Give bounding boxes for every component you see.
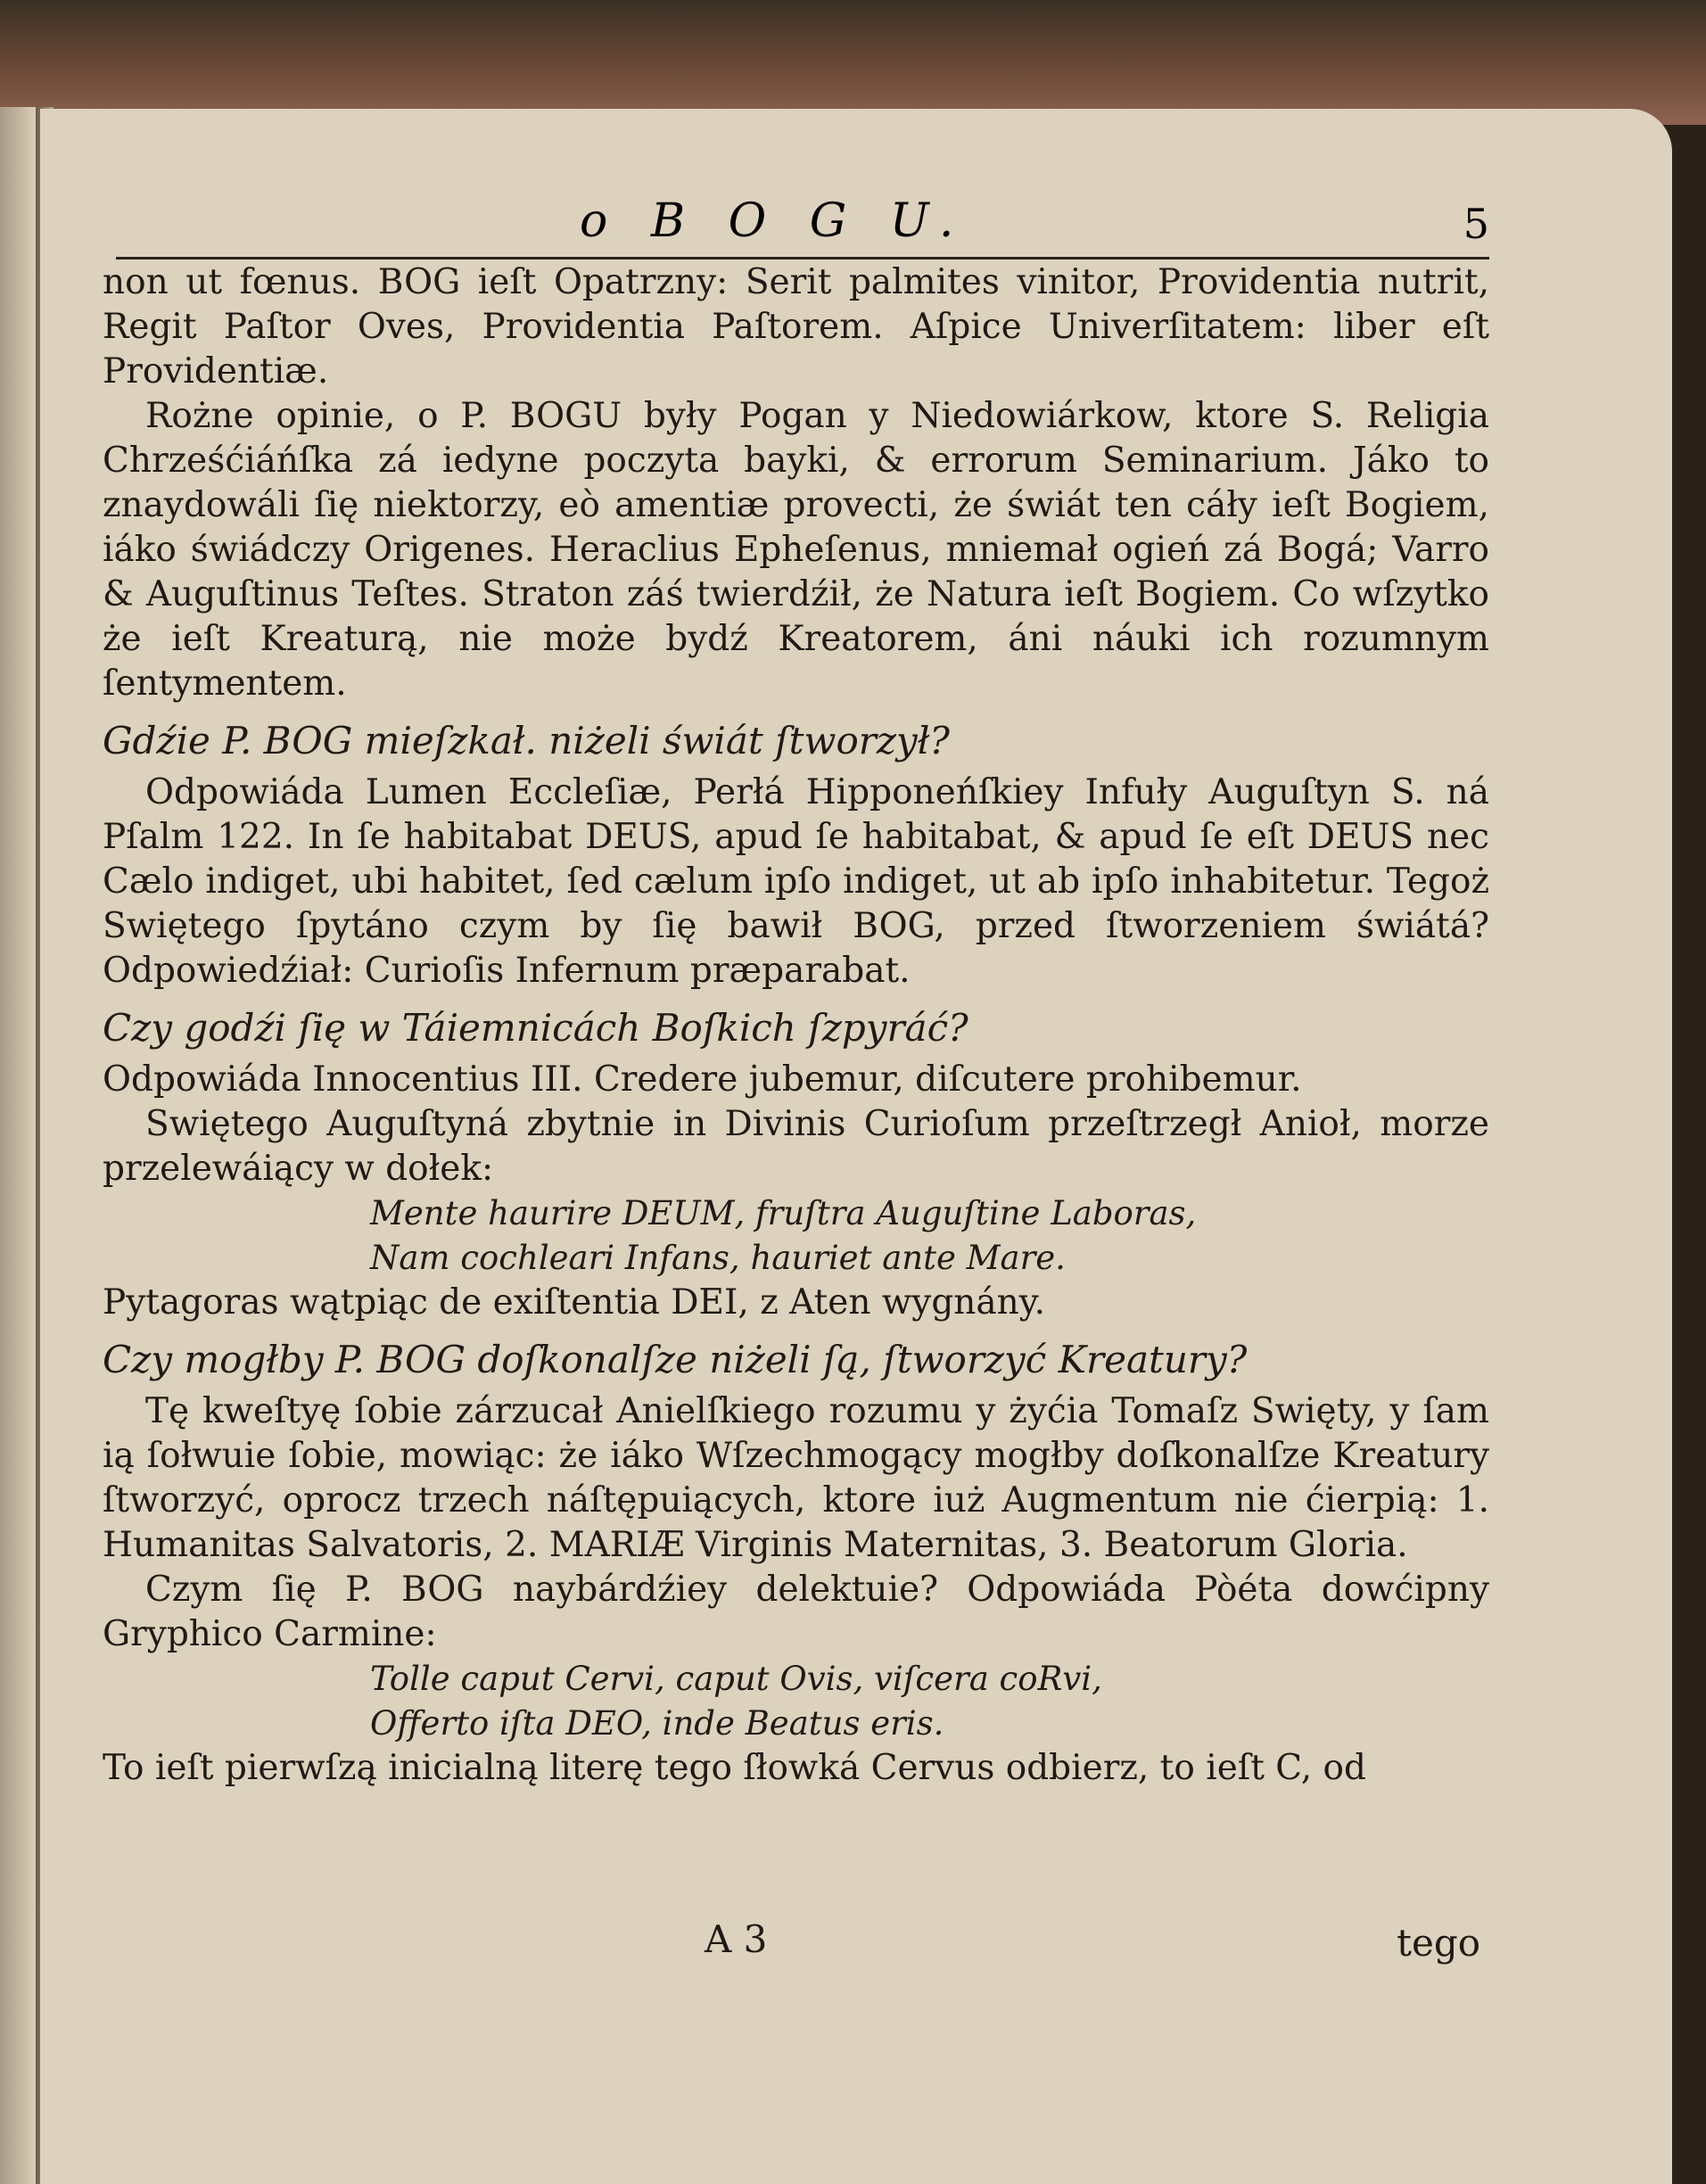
paragraph: Odpowiáda Innocentius III. Credere jubemur, diſcutere prohibemur. bbox=[103, 1059, 1302, 1100]
verse-line: Offerto iſta DEO, inde Beatus eris. bbox=[370, 1704, 944, 1743]
page-footer bbox=[98, 1917, 1489, 1971]
paragraph: Pytagoras wątpiąc de exiſtentia DEI, z Aten wygnány. bbox=[103, 1282, 1046, 1323]
left-page-margin bbox=[0, 107, 36, 2184]
section-heading: Czy godźi ſię w Táiemnicách Boſkich ſzpyráć? bbox=[103, 1006, 968, 1050]
section-heading: Czy mogłby P. BOG doſkonalſze niżeli ſą, ſtworzyć Kreatury? bbox=[103, 1338, 1248, 1381]
paragraph: Odpowiáda Lumen Eccleſiæ, Perłá Hipponeńſkiey Infuły Auguſtyn S. ná Pſalm 122. In ſe habitabat DEUS, apud ſe habitabat, & apud ſe eſt DEUS nec Cælo indiget, ubi habitet, ſed cælum ipſo indiget, ut ab ipſo inhabitetur. Tegoż Swiętego ſpytáno czym by ſię bawił BOG, przed ſtworzeniem świátá? Odpowiedźiał: Curioſis Infernum præparabat. bbox=[103, 772, 1489, 991]
paragraph: Tę kweſtyę ſobie zárzucał Anielſkiego rozumu y żyćia Tomaſz Swięty, y ſam ią ſołwuie ſobie, mowiąc: że iáko Wſzechmogący mogłby doſkonalſze Kreatury ſtworzyć, oprocz trzech náſtępuiących, ktore iuż Augmentum nie ćierpią: 1. Humanitas Salvatoris, 2. MARIÆ Virginis Maternitas, 3. Beatorum Gloria. bbox=[103, 1391, 1489, 1565]
paragraph: non ut fœnus. BOG ieſt Opatrzny: Serit palmites vinitor, Providentia nutrit, Regit Paſtor Oves, Providentia Paſtorem. Aſpice Univerſitatem: liber eſt Providentiæ. bbox=[103, 262, 1489, 391]
catchword: tego bbox=[1397, 1921, 1480, 1965]
signature-mark: A 3 bbox=[705, 1917, 768, 1961]
verse-line: Nam cochleari Infans, hauriet ante Mare. bbox=[370, 1239, 1066, 1277]
paragraph: Swiętego Auguſtyná zbytnie in Divinis Curioſum przeſtrzegł Anioł, morze przelewáiący w dołek: bbox=[103, 1104, 1489, 1189]
body-text bbox=[103, 260, 1489, 1791]
section-heading: Gdźie P. BOG mieſzkał. niżeli świát ſtworzył? bbox=[103, 719, 950, 762]
page-edges bbox=[0, 0, 1706, 125]
paragraph: Czym ſię P. BOG naybárdźiey delektuie? Odpowiáda Pòéta dowćipny Gryphico Carmine: bbox=[103, 1570, 1489, 1654]
verse-line: Tolle caput Cervi, caput Ovis, viſcera coRvi, bbox=[370, 1660, 1102, 1698]
paragraph: Rożne opinie, o P. BOGU były Pogan y Niedowiárkow, ktore S. Religia Chrześćiáńſka zá iedyne poczyta bayki, & errorum Seminarium. Jáko to znaydowáli ſię niektorzy, eò amentiæ provecti, że świát ten cáły ieſt Bogiem, iáko świádczy Origenes. Heraclius Epheſenus, mniemał ogień zá Bogá; Varro & Auguſtinus Teſtes. Straton záś twierdźił, że Natura ieſt Bogiem. Co wſzytko że ieſt Kreaturą, nie może bydź Kreatorem, áni náuki ich rozumnym ſentymentem. bbox=[103, 396, 1489, 704]
running-title: o B O G U. bbox=[580, 194, 968, 248]
page-number: 5 bbox=[1463, 200, 1489, 248]
page-header bbox=[116, 194, 1489, 260]
paragraph: To ieſt pierwſzą inicialną literę tego ſłowká Cervus odbierz, to ieſt C, od bbox=[103, 1748, 1366, 1788]
verse-line: Mente haurire DEUM, fruſtra Auguſtine Laboras, bbox=[370, 1194, 1197, 1232]
